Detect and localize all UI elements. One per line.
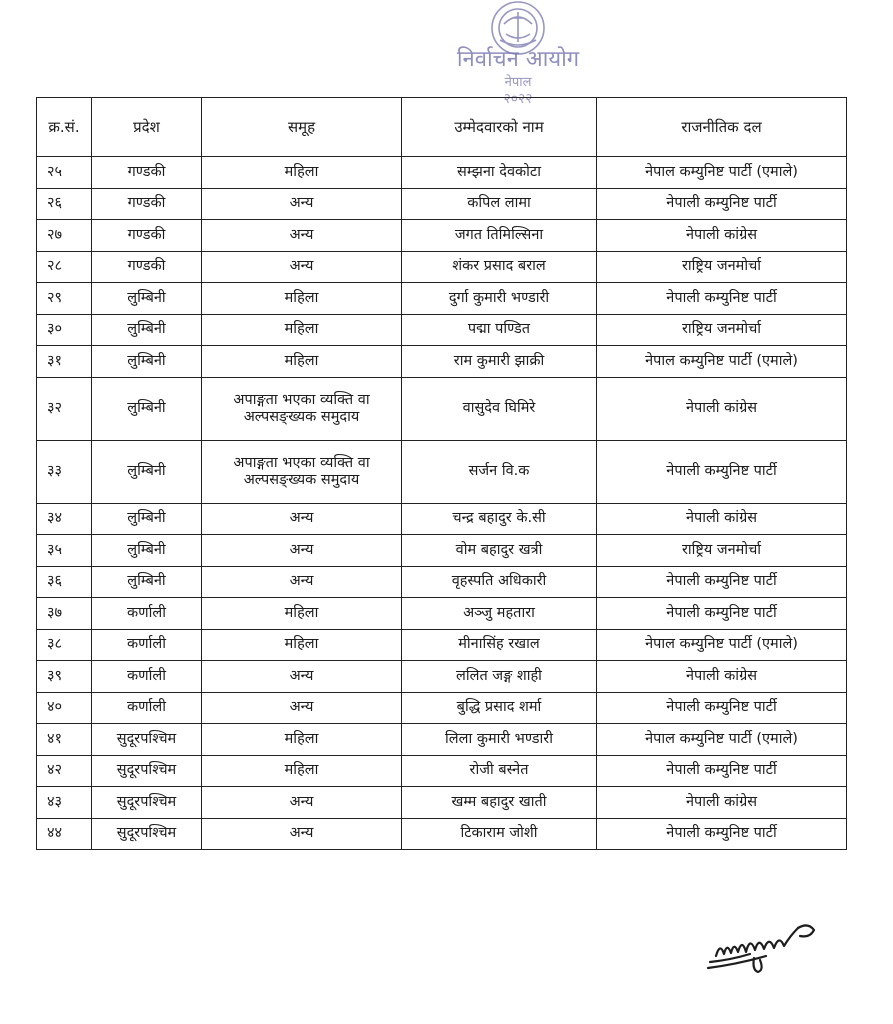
table-row	[37, 377, 847, 440]
cell-political-party: नेपाली कम्युनिष्ट पार्टी	[597, 188, 847, 220]
cell-province: सुदूरपश्चिम	[92, 818, 202, 850]
header-group: समूह	[202, 98, 402, 157]
cell-province: कर्णाली	[92, 692, 202, 724]
cell-candidate-name: ललित जङ्ग शाही	[402, 661, 597, 693]
cell-candidate-name: कपिल लामा	[402, 188, 597, 220]
cell-political-party: नेपाली कांग्रेस	[597, 377, 847, 440]
cell-province: गण्डकी	[92, 157, 202, 189]
cell-group	[202, 251, 402, 283]
cell-serial-no: ३३	[37, 440, 92, 503]
cell-political-party: नेपाली कम्युनिष्ट पार्टी	[597, 755, 847, 787]
cell-political-party: नेपाली कांग्रेस	[597, 661, 847, 693]
cell-group	[202, 724, 402, 756]
group-text-line: अल्पसङ्ख्यक समुदाय	[243, 471, 360, 488]
cell-province: गण्डकी	[92, 220, 202, 252]
header-candidate-name: उम्मेदवारको नाम	[402, 98, 597, 157]
cell-political-party: नेपाली कम्युनिष्ट पार्टी	[597, 818, 847, 850]
group-text-line: अपाङ्गता भएका व्यक्ति वा	[233, 391, 370, 408]
cell-group	[202, 283, 402, 315]
cell-serial-no: ४०	[37, 692, 92, 724]
cell-province: कर्णाली	[92, 629, 202, 661]
cell-province: गण्डकी	[92, 188, 202, 220]
cell-candidate-name: पद्मा पण्डित	[402, 314, 597, 346]
cell-political-party: नेपाल कम्युनिष्ट पार्टी (एमाले)	[597, 157, 847, 189]
group-text-line: अपाङ्गता भएका व्यक्ति वा	[233, 454, 370, 471]
cell-serial-no: ३६	[37, 566, 92, 598]
table-row	[37, 157, 847, 189]
cell-political-party: राष्ट्रिय जनमोर्चा	[597, 251, 847, 283]
group-text-line: महिला	[284, 289, 319, 306]
table-row	[37, 220, 847, 252]
cell-group	[202, 755, 402, 787]
cell-province: लुम्बिनी	[92, 566, 202, 598]
group-text-line: महिला	[284, 762, 319, 779]
cell-serial-no: ४२	[37, 755, 92, 787]
cell-serial-no: ३४	[37, 503, 92, 535]
cell-group	[202, 157, 402, 189]
cell-serial-no: २५	[37, 157, 92, 189]
cell-serial-no: २९	[37, 283, 92, 315]
cell-candidate-name: खम्म बहादुर खाती	[402, 787, 597, 819]
cell-candidate-name: सम्झना देवकोटा	[402, 157, 597, 189]
cell-serial-no: ४४	[37, 818, 92, 850]
cell-province: लुम्बिनी	[92, 440, 202, 503]
group-text-line: अन्य	[289, 699, 314, 716]
group-text-line: अन्य	[289, 195, 314, 212]
cell-province: लुम्बिनी	[92, 535, 202, 567]
table-row	[37, 283, 847, 315]
group-text-line: महिला	[284, 604, 319, 621]
cell-candidate-name: चन्द्र बहादुर के.सी	[402, 503, 597, 535]
table-row	[37, 535, 847, 567]
cell-political-party: नेपाली कम्युनिष्ट पार्टी	[597, 692, 847, 724]
table-row	[37, 188, 847, 220]
cell-serial-no: ३२	[37, 377, 92, 440]
table-row	[37, 346, 847, 378]
cell-political-party: नेपाली कम्युनिष्ट पार्टी	[597, 566, 847, 598]
cell-political-party: नेपाली कांग्रेस	[597, 503, 847, 535]
election-commission-seal-icon	[438, 0, 598, 108]
cell-political-party: नेपाल कम्युनिष्ट पार्टी (एमाले)	[597, 724, 847, 756]
cell-group	[202, 377, 402, 440]
cell-serial-no: ३९	[37, 661, 92, 693]
cell-political-party: राष्ट्रिय जनमोर्चा	[597, 314, 847, 346]
group-text-line: अन्य	[289, 510, 314, 527]
cell-candidate-name: सर्जन वि.क	[402, 440, 597, 503]
stamp-text-line2: नेपाल	[504, 75, 532, 90]
group-text-line: महिला	[284, 730, 319, 747]
table-row	[37, 787, 847, 819]
cell-candidate-name: राम कुमारी झाक्री	[402, 346, 597, 378]
table-row	[37, 566, 847, 598]
table-row	[37, 440, 847, 503]
cell-political-party: नेपाल कम्युनिष्ट पार्टी (एमाले)	[597, 629, 847, 661]
cell-political-party: नेपाली कम्युनिष्ट पार्टी	[597, 283, 847, 315]
table-row	[37, 314, 847, 346]
cell-candidate-name: मीनासिंह रखाल	[402, 629, 597, 661]
table-row	[37, 251, 847, 283]
cell-candidate-name: बुद्धि प्रसाद शर्मा	[402, 692, 597, 724]
table-row	[37, 724, 847, 756]
table-body	[37, 157, 847, 850]
cell-candidate-name: वोम बहादुर खत्री	[402, 535, 597, 567]
cell-candidate-name: वृहस्पति अधिकारी	[402, 566, 597, 598]
cell-province: सुदूरपश्चिम	[92, 755, 202, 787]
cell-province: कर्णाली	[92, 661, 202, 693]
table-row	[37, 661, 847, 693]
group-text-line: अन्य	[289, 825, 314, 842]
group-text-line: अन्य	[289, 793, 314, 810]
cell-candidate-name: अञ्जु महतारा	[402, 598, 597, 630]
group-text-line: अन्य	[289, 667, 314, 684]
cell-province: लुम्बिनी	[92, 377, 202, 440]
table-row	[37, 692, 847, 724]
cell-candidate-name: शंकर प्रसाद बराल	[402, 251, 597, 283]
cell-group	[202, 661, 402, 693]
cell-candidate-name: टिकाराम जोशी	[402, 818, 597, 850]
cell-group	[202, 787, 402, 819]
signature	[702, 912, 832, 974]
header-serial-no: क्र.सं.	[37, 98, 92, 157]
group-text-line: अन्य	[289, 258, 314, 275]
cell-group	[202, 535, 402, 567]
stamp-text-line1: निर्वाचन आयोग	[456, 47, 580, 72]
table-row	[37, 755, 847, 787]
cell-candidate-name: जगत तिमिल्सिना	[402, 220, 597, 252]
header-province: प्रदेश	[92, 98, 202, 157]
table-row	[37, 503, 847, 535]
cell-serial-no: ४३	[37, 787, 92, 819]
cell-group	[202, 692, 402, 724]
official-stamp	[438, 0, 598, 108]
handwritten-signature-icon	[702, 912, 832, 974]
group-text-line: अन्य	[289, 541, 314, 558]
group-text-line: महिला	[284, 321, 319, 338]
cell-candidate-name: वासुदेव घिमिरे	[402, 377, 597, 440]
cell-political-party: राष्ट्रिय जनमोर्चा	[597, 535, 847, 567]
cell-serial-no: २८	[37, 251, 92, 283]
cell-candidate-name: रोजी बस्नेत	[402, 755, 597, 787]
cell-candidate-name: दुर्गा कुमारी भण्डारी	[402, 283, 597, 315]
cell-province: लुम्बिनी	[92, 346, 202, 378]
cell-political-party: नेपाली कम्युनिष्ट पार्टी	[597, 440, 847, 503]
cell-candidate-name: लिला कुमारी भण्डारी	[402, 724, 597, 756]
cell-group	[202, 818, 402, 850]
cell-group	[202, 629, 402, 661]
group-text-line: महिला	[284, 636, 319, 653]
cell-province: लुम्बिनी	[92, 503, 202, 535]
cell-serial-no: ३०	[37, 314, 92, 346]
cell-group	[202, 314, 402, 346]
cell-serial-no: ३५	[37, 535, 92, 567]
table-row	[37, 598, 847, 630]
cell-serial-no: ३१	[37, 346, 92, 378]
cell-group	[202, 220, 402, 252]
cell-province: गण्डकी	[92, 251, 202, 283]
header-political-party: राजनीतिक दल	[597, 98, 847, 157]
cell-group	[202, 598, 402, 630]
group-text-line: महिला	[284, 352, 319, 369]
cell-political-party: नेपाली कांग्रेस	[597, 220, 847, 252]
group-text-line: महिला	[284, 163, 319, 180]
cell-group	[202, 188, 402, 220]
table-row	[37, 818, 847, 850]
cell-group	[202, 566, 402, 598]
table-header-row	[37, 98, 847, 157]
group-text-line: अन्य	[289, 573, 314, 590]
cell-political-party: नेपाल कम्युनिष्ट पार्टी (एमाले)	[597, 346, 847, 378]
cell-province: सुदूरपश्चिम	[92, 787, 202, 819]
candidate-table	[36, 97, 847, 850]
cell-province: लुम्बिनी	[92, 314, 202, 346]
cell-group	[202, 440, 402, 503]
cell-group	[202, 503, 402, 535]
cell-serial-no: ३८	[37, 629, 92, 661]
cell-serial-no: ३७	[37, 598, 92, 630]
cell-political-party: नेपाली कांग्रेस	[597, 787, 847, 819]
table-row	[37, 629, 847, 661]
stamp-text-line3: २०२२	[503, 91, 533, 107]
group-text-line: अन्य	[289, 226, 314, 243]
cell-serial-no: २६	[37, 188, 92, 220]
cell-province: लुम्बिनी	[92, 283, 202, 315]
cell-province: कर्णाली	[92, 598, 202, 630]
cell-serial-no: ४१	[37, 724, 92, 756]
cell-political-party: नेपाली कम्युनिष्ट पार्टी	[597, 598, 847, 630]
cell-group	[202, 346, 402, 378]
cell-serial-no: २७	[37, 220, 92, 252]
group-text-line: अल्पसङ्ख्यक समुदाय	[243, 408, 360, 425]
cell-province: सुदूरपश्चिम	[92, 724, 202, 756]
